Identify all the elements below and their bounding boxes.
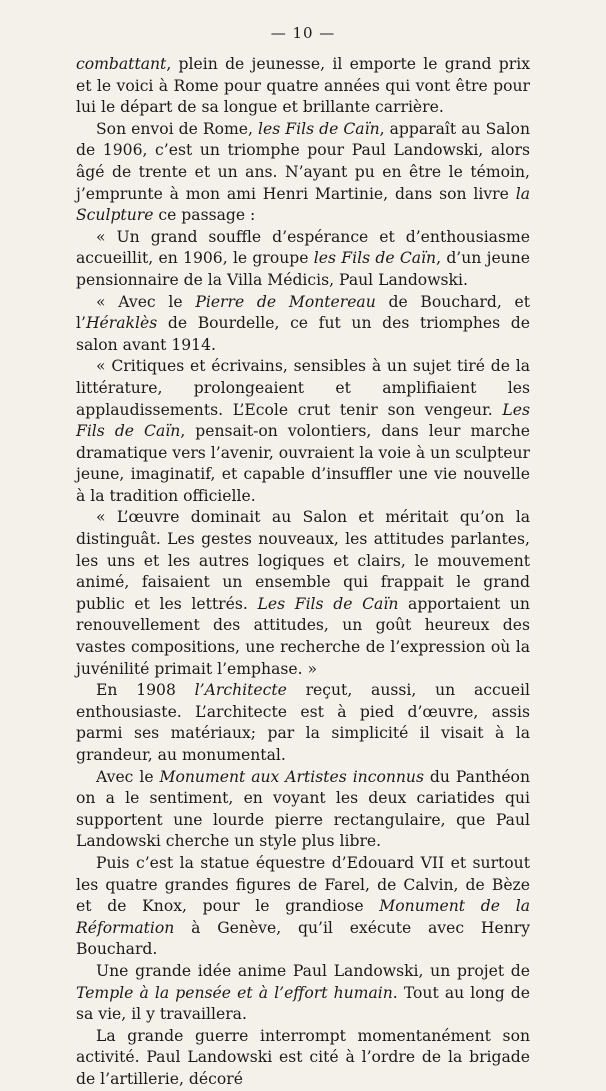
- text-run: « L’œuvre dominait au Salon et méritait qu’on la distinguât. Les gestes nouveaux, les attitudes parlantes, les uns et les autres logiques et clairs, le mouvement animé, faisaient un ensemble qui frappait le grand public et les lettrés.: [76, 508, 530, 613]
- italic-title: Les Fils de Caïn: [257, 594, 399, 613]
- italic-title: les Fils de Caïn: [258, 119, 380, 138]
- paragraph: [76, 227, 530, 292]
- paragraph: [76, 961, 530, 1026]
- body-text: [76, 54, 530, 1091]
- text-run: . Tout au long de sa vie, il y travaillera.: [76, 983, 531, 1024]
- text-run: à Genève, qu’il exécute avec Henry Bouchard.: [76, 918, 530, 959]
- paragraph: [76, 853, 530, 961]
- text-run: apportaient un renouvellement des attitudes, un goût heureux des vastes compositions, une recherche de l’expression où la juvénilité primait l’emphase. »: [76, 594, 530, 678]
- text-run: En 1908: [96, 681, 195, 700]
- italic-title: Héraklès: [85, 314, 158, 333]
- text-run: Une grande idée anime Paul Landowski, un projet de: [96, 961, 530, 980]
- italic-title: Les Fils de Caïn: [76, 400, 530, 441]
- text-run: « Un grand souffle d’espérance et d’enthousiasme accueillit, en 1906, le groupe: [76, 227, 530, 268]
- italic-title: Pierre de Montereau: [195, 292, 376, 311]
- text-run: Avec le: [96, 767, 160, 786]
- text-run: reçut, aussi, un accueil enthousiaste. L’architecte est à pied d’œuvre, assis parmi ses matériaux; par la simplicité il visait à la grandeur, au monumental.: [76, 681, 530, 764]
- text-run: , plein de jeunesse, il emporte le grand prix et le voici à Rome pour quatre années qui vont être pour lui le départ de sa longue et brillante carrière.: [76, 55, 530, 117]
- text-run: La grande guerre interrompt momentanément son activité. Paul Landowski est cité à l’ordre de la brigade de l’artillerie, décoré: [76, 1026, 530, 1088]
- text-run: de Bourdelle, ce fut un des triomphes de salon avant 1914.: [76, 314, 530, 354]
- paragraph: [76, 54, 530, 119]
- text-run: ce passage :: [153, 206, 256, 225]
- italic-title: la Sculpture: [76, 184, 530, 225]
- page-number: — 10 —: [270, 24, 336, 42]
- paragraph: [76, 356, 530, 507]
- text-run: « Critiques et écrivains, sensibles à un sujet tiré de la littérature, prolongeaient et amplifiaient les applaudissements. L’Ecole crut tenir son vengeur.: [76, 357, 530, 419]
- text-run: , apparaît au Salon de 1906, c’est un triomphe pour Paul Landowski, alors âgé de trente et un ans. N’ayant pu en être le témoin, j’emprunte à mon ami Henri Martinie, dans son livre: [76, 119, 530, 203]
- text-run: , d’un jeune pensionnaire de la Villa Médicis, Paul Landowski.: [76, 249, 530, 289]
- italic-title: l’Architecte: [194, 681, 287, 700]
- paragraph: [76, 767, 530, 853]
- text-run: Son envoi de Rome,: [96, 119, 259, 138]
- text-run: du Panthéon on a le sentiment, en voyant les deux cariatides qui supportent une lourde pierre rectangulaire, que Paul Landowski cherche un style plus libre.: [76, 767, 530, 851]
- text-run: Puis c’est la statue équestre d’Edouard VII et surtout les quatre grandes figures de Farel, de Calvin, de Bèze et de Knox, pour le grandiose: [76, 853, 530, 916]
- paragraph: [76, 1026, 530, 1091]
- italic-title: Monument de la Réformation: [76, 897, 530, 937]
- paragraph: [76, 680, 530, 766]
- text-run: de Bouchard, et l’: [76, 292, 531, 333]
- paragraph: [76, 292, 530, 357]
- italic-title: combattant: [76, 55, 167, 73]
- paragraph: [76, 507, 530, 680]
- text-run: , pensait-on volontiers, dans leur marche dramatique vers l’avenir, ouvraient la voie à un sculpteur jeune, imaginatif, et capable d’insuffler une vie nouvelle à la tradition officielle.: [76, 422, 531, 505]
- paragraph: [76, 119, 530, 227]
- italic-title: Temple à la pensée et à l’effort humain: [76, 983, 393, 1002]
- text-run: « Avec le: [96, 292, 196, 311]
- italic-title: Monument aux Artistes inconnus: [159, 767, 424, 786]
- italic-title: les Fils de Caïn: [313, 249, 437, 268]
